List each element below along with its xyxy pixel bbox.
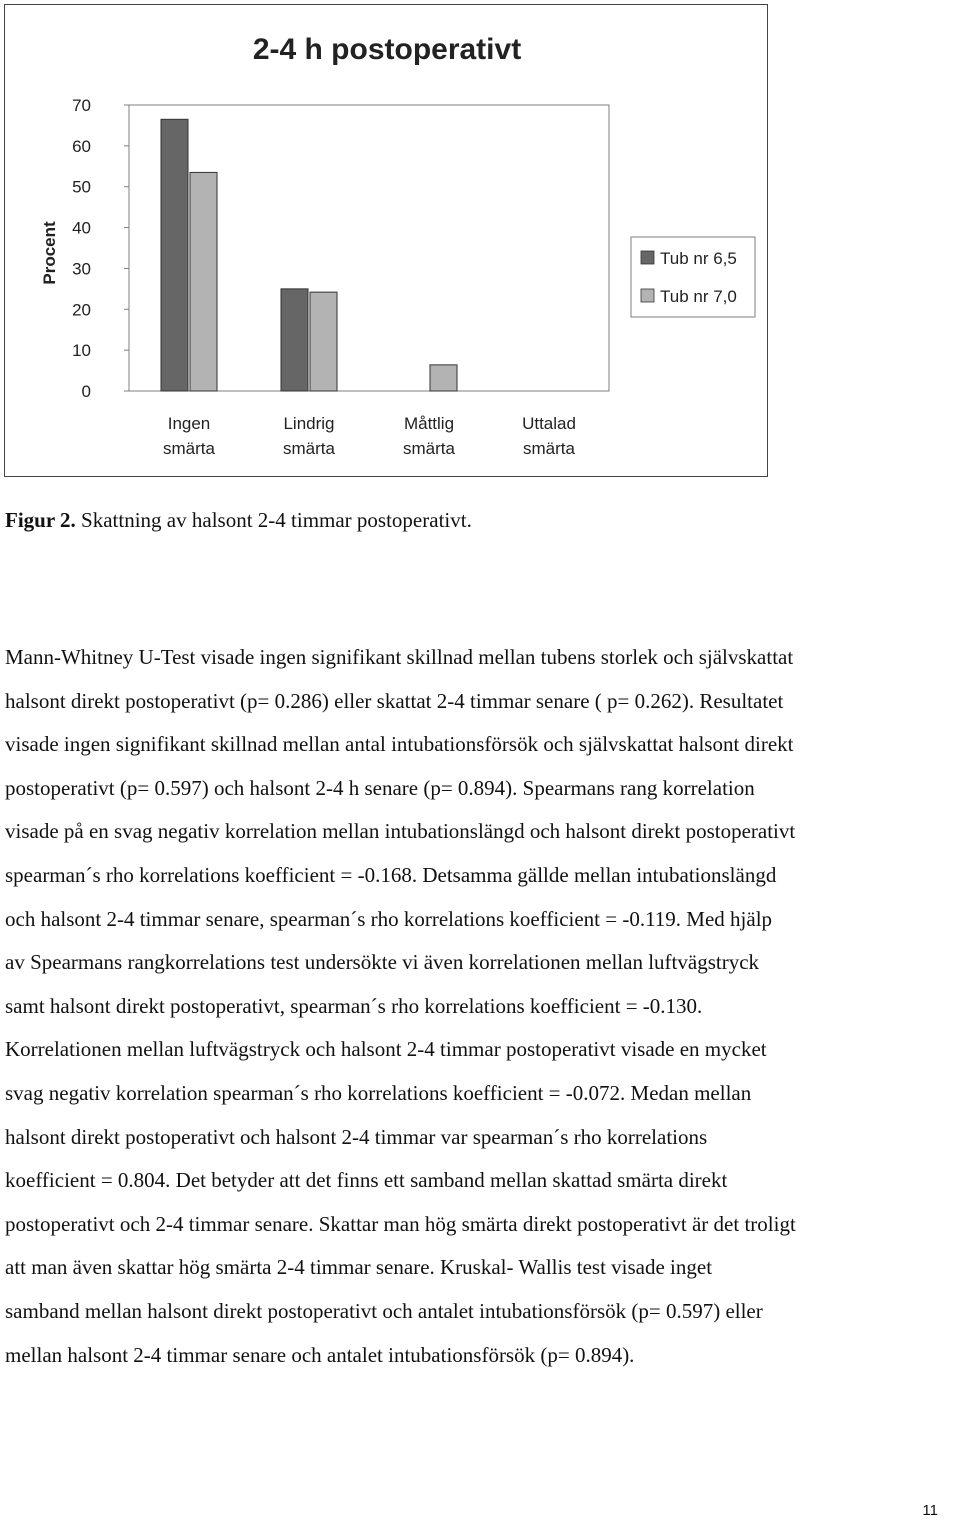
legend-label: Tub nr 6,5 <box>660 249 737 268</box>
y-tick-label: 50 <box>72 177 91 197</box>
x-tick-label: smärta <box>523 439 575 458</box>
y-axis-label: Procent <box>40 221 59 285</box>
y-tick-label: 70 <box>72 96 91 115</box>
text-line: att man även skattar hög smärta 2-4 timmar senare. Kruskal- Wallis test visade inget <box>5 1255 713 1280</box>
x-tick-label: Ingen <box>167 414 211 433</box>
text-line: Mann-Whitney U-Test visade ingen signifikant skillnad mellan tubens storlek och självskattat <box>5 645 794 669</box>
text-line: och halsont 2-4 timmar senare, spearman´s rho korrelations koefficient = -0.119. Med hjälp <box>5 906 773 931</box>
text-line: halsont direkt postoperativt (p= 0.286) eller skattat 2-4 timmar senare ( p= 0.262). Resultatet <box>5 688 784 713</box>
bar-chart <box>5 5 769 478</box>
bar <box>281 289 308 391</box>
body-paragraph <box>5 636 960 1377</box>
legend-swatch <box>641 251 654 264</box>
y-tick-label: 30 <box>72 259 91 279</box>
y-tick-label: 60 <box>72 136 91 156</box>
y-tick-label: 10 <box>72 341 91 361</box>
chart-legend <box>631 237 755 317</box>
text-line: visade ingen signifikant skillnad mellan antal intubationsförsök och självskattat halsont direkt <box>5 732 794 757</box>
figure-caption <box>5 508 472 533</box>
text-line: visade på en svag negativ korrelation mellan intubationslängd och halsont direkt postoperativt <box>5 819 796 844</box>
x-tick-label: Lindrig <box>283 414 335 433</box>
text-line: spearman´s rho korrelations koefficient = -0.168. Detsamma gällde mellan intubationslängd <box>5 862 777 887</box>
text-line: Korrelationen mellan luftvägstryck och halsont 2-4 timmar postoperativt visade en mycket <box>5 1037 767 1062</box>
bar <box>161 119 188 391</box>
text-line: koefficient = 0.804. Det betyder att det finns ett samband mellan skattad smärta direkt <box>5 1168 728 1193</box>
legend-swatch <box>641 289 654 302</box>
x-tick-label: Uttalad <box>522 414 576 433</box>
text-line: halsont direkt postoperativt och halsont 2-4 timmar var spearman´s rho korrelations <box>5 1124 708 1149</box>
figure-caption-label: Figur 2. <box>5 508 76 532</box>
text-line: av Spearmans rangkorrelations test undersökte vi även korrelationen mellan luftvägstryck <box>5 950 760 975</box>
chart-figure <box>4 4 768 477</box>
figure-caption-text: Skattning av halsont 2-4 timmar postoperativt. <box>75 508 472 532</box>
page-number: 11 <box>922 1502 938 1519</box>
text-line: postoperativt och 2-4 timmar senare. Skattar man hög smärta direkt postoperativt är det troligt <box>5 1211 796 1236</box>
text-line: postoperativt (p= 0.597) och halsont 2-4 h senare (p= 0.894). Spearmans rang korrelation <box>5 775 755 800</box>
x-tick-label: smärta <box>403 439 455 458</box>
y-tick-label: 20 <box>72 300 91 320</box>
y-tick-label: 0 <box>81 382 91 401</box>
legend-label: Tub nr 7,0 <box>660 287 737 306</box>
bar <box>430 365 457 391</box>
chart-title: 2-4 h postoperativt <box>252 33 522 66</box>
bar <box>190 172 217 391</box>
text-line: samband mellan halsont direkt postoperativt och antalet intubationsförsök (p= 0.597) eller <box>5 1298 763 1323</box>
text-line: samt halsont direkt postoperativt, spearman´s rho korrelations koefficient = -0.130. <box>5 993 703 1018</box>
bar <box>310 292 337 391</box>
y-tick-label: 40 <box>72 218 91 238</box>
x-tick-label: smärta <box>283 439 335 458</box>
text-line: mellan halsont 2-4 timmar senare och antalet intubationsförsök (p= 0.894). <box>5 1342 635 1367</box>
x-tick-label: Måttlig <box>403 414 455 433</box>
plot-area <box>72 96 609 458</box>
x-tick-label: smärta <box>163 439 215 458</box>
text-line: svag negativ korrelation spearman´s rho korrelations koefficient = -0.072. Medan mellan <box>5 1080 752 1105</box>
